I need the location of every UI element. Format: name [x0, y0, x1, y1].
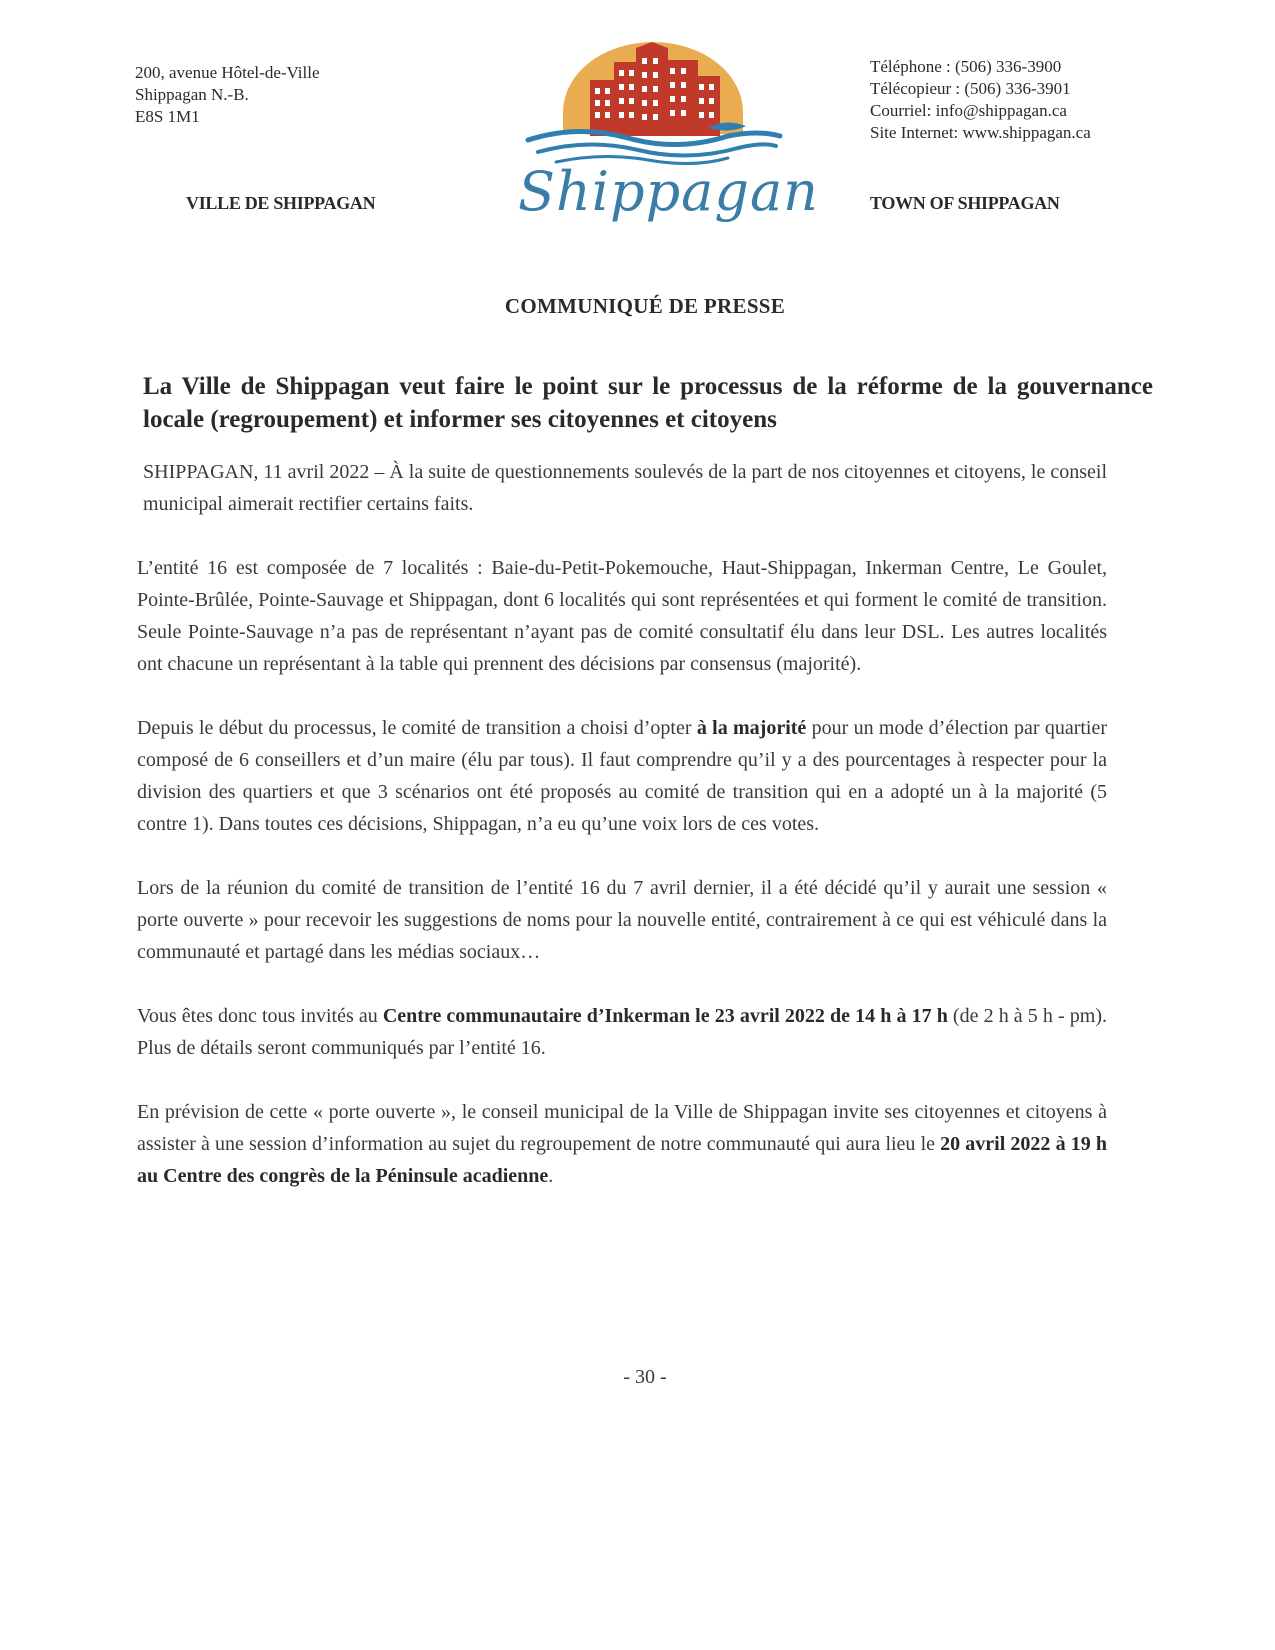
town-name-en: TOWN OF SHIPPAGAN	[870, 193, 1060, 213]
logo-wordmark: Shippagan	[518, 160, 819, 223]
contact-email: Courriel: info@shippagan.ca	[870, 101, 1067, 120]
paragraph-meeting: Lors de la réunion du comité de transition de l’entité 16 du 7 avril dernier, il a été décidé qu’il y aurait une session « porte ouverte » pour recevoir les suggestions de noms pour la nouvelle entité, contrairement à ce qui est véhiculé dans la communauté et partagé dans les médias sociaux…	[137, 877, 1107, 963]
paragraph-invitation	[137, 1000, 1107, 1064]
press-release-body	[137, 456, 1107, 1224]
paragraph-process-emphasis: à la majorité	[696, 717, 807, 739]
town-contact-info	[870, 56, 1091, 144]
address-line-postal: E8S 1M1	[135, 107, 200, 126]
paragraph-process-text-b: pour un mode d’élection par quartier composé de 6 conseillers et d’un maire (élu par tous). Il faut comprendre qu’il y a des pourcentages à respecter pour la division des quartiers et que 3 scénarios ont été proposés au comité de transition qui en a adopté un à la majorité (5 contre 1). Dans toutes ces décisions, Shippagan, n’a eu qu’une voix lors de ces votes.	[137, 717, 1108, 835]
address-line-street: 200, avenue Hôtel-de-Ville	[135, 63, 320, 82]
paragraph-invitation-text-a: Vous êtes donc tous invités au	[137, 1005, 383, 1027]
document-type-heading: COMMUNIQUÉ DE PRESSE	[504, 294, 786, 318]
paragraph-info-session	[137, 1096, 1107, 1192]
paragraph-intro: SHIPPAGAN, 11 avril 2022 – À la suite de questionnements soulevés de la part de nos citoyennes et citoyens, le conseil municipal aimerait rectifier certains faits.	[143, 461, 1107, 515]
contact-website: Site Internet: www.shippagan.ca	[870, 123, 1091, 142]
paragraph-invitation-text-b: (de 2 h à 5 h - pm). Plus de détails seront communiqués par l’entité 16.	[137, 1005, 1107, 1059]
shippagan-logo	[518, 42, 819, 252]
paragraph-info-text-a: En prévision de cette « porte ouverte », le conseil municipal de la Ville de Shippagan invite ses citoyennes et citoyens à assister à une session d’information au sujet du regroupement de notre communauté qui aura lieu le	[137, 1101, 1107, 1155]
contact-phone: Téléphone : (506) 336-3900	[870, 57, 1062, 76]
paragraph-info-text-b: .	[548, 1165, 554, 1187]
address-line-city: Shippagan N.-B.	[135, 85, 249, 104]
paragraph-invitation-emphasis: Centre communautaire d’Inkerman le 23 avril 2022 de 14 h à 17 h	[382, 1005, 948, 1027]
town-name-fr: VILLE DE SHIPPAGAN	[186, 193, 376, 213]
town-address	[135, 62, 320, 128]
logo-emblem-icon	[518, 42, 788, 172]
paragraph-entity: L’entité 16 est composée de 7 localités : Baie-du-Petit-Pokemouche, Haut-Shippagan, Inkerman Centre, Le Goulet, Pointe-Brûlée, Pointe-Sauvage et Shippagan, dont 6 localités qui sont représentées et qui forment le comité de transition. Seule Pointe-Sauvage n’a pas de représentant n’ayant pas de comité consultatif élu dans leur DSL. Les autres localités ont chacune un représentant à la table qui prennent des décisions par consensus (majorité).	[137, 557, 1107, 675]
end-marker: - 30 -	[623, 1366, 667, 1388]
press-release-headline: La Ville de Shippagan veut faire le point sur le processus de la réforme de la gouvernance locale (regroupement) et informer ses citoyennes et citoyens	[143, 373, 1153, 433]
paragraph-process-text-a: Depuis le début du processus, le comité de transition a choisi d’opter	[137, 717, 697, 739]
paragraph-info-emphasis: 20 avril 2022 à 19 h au Centre des congrès de la Péninsule acadienne	[137, 1133, 1107, 1187]
paragraph-process	[137, 712, 1107, 840]
contact-fax: Télécopieur : (506) 336-3901	[870, 79, 1071, 98]
